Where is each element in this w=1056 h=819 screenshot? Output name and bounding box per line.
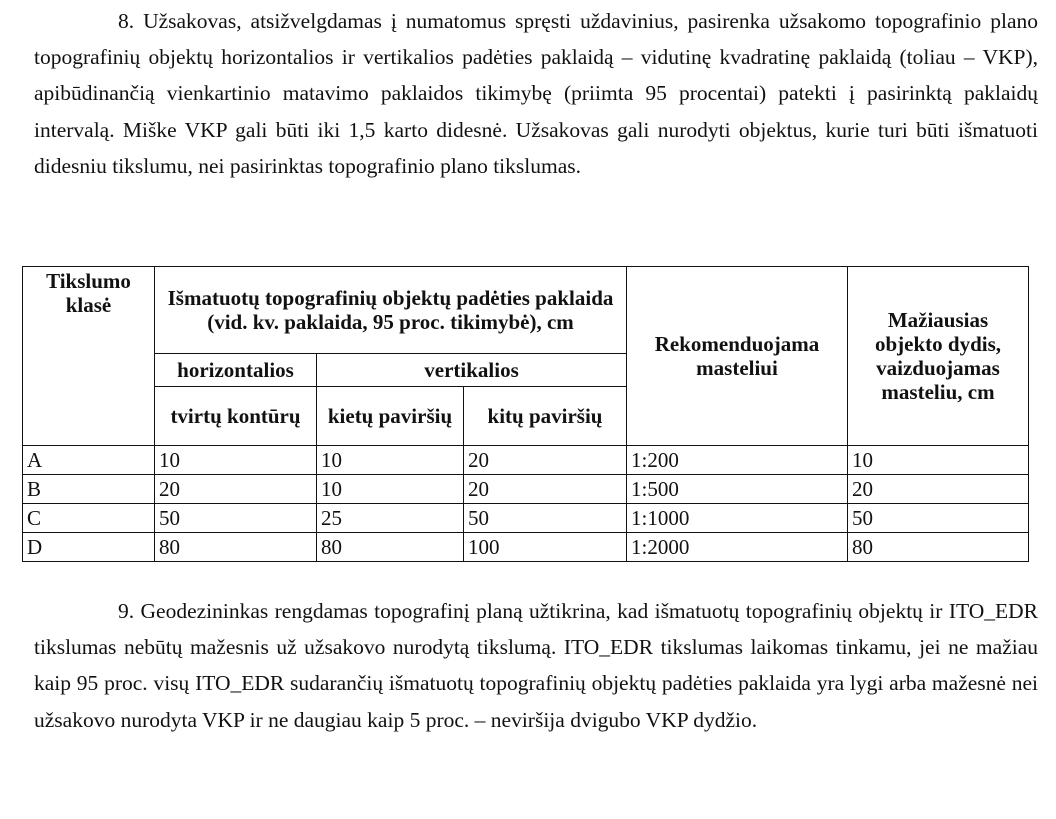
header-solid-contours: tvirtų kontūrų — [155, 387, 317, 446]
cell-hard-surfaces: 10 — [317, 475, 464, 504]
header-recommended-scale: Rekomenduojama masteliui — [627, 267, 848, 446]
cell-horizontal: 50 — [155, 504, 317, 533]
header-other-surfaces: kitų paviršių — [464, 387, 627, 446]
header-horizontal: horizontalios — [155, 354, 317, 387]
cell-scale: 1:500 — [627, 475, 848, 504]
cell-scale: 1:1000 — [627, 504, 848, 533]
header-accuracy-class: Tikslumo klasė — [23, 267, 155, 446]
cell-class: C — [23, 504, 155, 533]
cell-class: D — [23, 533, 155, 562]
cell-hard-surfaces: 25 — [317, 504, 464, 533]
table-row — [23, 504, 1029, 533]
header-vertical: vertikalios — [317, 354, 627, 387]
cell-horizontal: 20 — [155, 475, 317, 504]
cell-hard-surfaces: 80 — [317, 533, 464, 562]
cell-other-surfaces: 20 — [464, 446, 627, 475]
cell-scale: 1:200 — [627, 446, 848, 475]
cell-min-size: 80 — [848, 533, 1029, 562]
cell-min-size: 50 — [848, 504, 1029, 533]
cell-other-surfaces: 20 — [464, 475, 627, 504]
cell-min-size: 10 — [848, 446, 1029, 475]
paragraph-8: 8. Užsakovas, atsižvelgdamas į numatomus spręsti uždavinius, pasirenka užsakomo topografinio plano topografinių objektų horizontalios ir vertikalios padėties paklaidą – vidutinę kvadratinę paklaidą (toliau – VKP), apibūdinančią vienkartinio matavimo paklaidos tikimybę (priimta 95 procentai) patekti į pasirinktą paklaidų intervalą. Miške VKP gali būti iki 1,5 karto didesnė. Užsakovas gali nurodyti objektus, kurie turi būti išmatuoti didesniu tikslumu, nei pasirinktas topografinio plano tikslumas. — [34, 9, 1038, 178]
cell-class: A — [23, 446, 155, 475]
cell-min-size: 20 — [848, 475, 1029, 504]
cell-class: B — [23, 475, 155, 504]
cell-horizontal: 10 — [155, 446, 317, 475]
table-row — [23, 533, 1029, 562]
table-row — [23, 475, 1029, 504]
cell-scale: 1:2000 — [627, 533, 848, 562]
cell-horizontal: 80 — [155, 533, 317, 562]
table-row — [23, 446, 1029, 475]
paragraph-9: 9. Geodezininkas rengdamas topografinį planą užtikrina, kad išmatuotų topografinių objektų ir ITO_EDR tikslumas nebūtų mažesnis už užsakovo nurodytą tikslumą. ITO_EDR tikslumas laikomas tinkamu, jei ne mažiau kaip 95 proc. visų ITO_EDR sudarančių išmatuotų topografinių objektų padėties paklaida yra lygi arba mažesnė nei užsakovo nurodyta VKP ir ne daugiau kaip 5 proc. – neviršija dvigubo VKP dydžio. — [34, 599, 1038, 732]
header-min-object-size: Mažiausias objekto dydis, vaizduojamas masteliu, cm — [848, 267, 1029, 446]
cell-other-surfaces: 50 — [464, 504, 627, 533]
header-position-error: Išmatuotų topografinių objektų padėties paklaida (vid. kv. paklaida, 95 proc. tikimybė), cm — [155, 267, 627, 354]
cell-other-surfaces: 100 — [464, 533, 627, 562]
header-hard-surfaces: kietų paviršių — [317, 387, 464, 446]
document-page — [27, 0, 1038, 732]
accuracy-classes-table — [22, 266, 1029, 562]
cell-hard-surfaces: 10 — [317, 446, 464, 475]
